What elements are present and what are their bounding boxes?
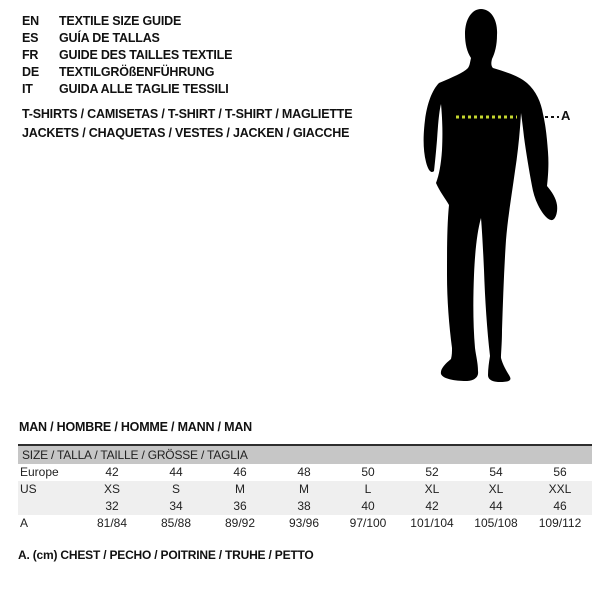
table-cell: XS — [103, 482, 120, 496]
table-cell: XL — [488, 482, 504, 496]
language-label: GUIDE DES TAILLES TEXTILE — [59, 48, 233, 62]
table-cell: 46 — [553, 499, 567, 513]
measurement-footnote: A. (cm) CHEST / PECHO / POITRINE / TRUHE / PETTO — [18, 548, 314, 562]
row-label: A — [20, 516, 29, 530]
table-cell: 56 — [553, 465, 567, 479]
table-cell: 81/84 — [96, 516, 128, 530]
language-list — [22, 13, 232, 98]
language-label: GUIDA ALLE TAGLIE TESSILI — [59, 82, 229, 96]
table-cell: XL — [424, 482, 440, 496]
table-cell: 85/88 — [160, 516, 192, 530]
man-silhouette-icon — [395, 0, 600, 400]
row-label: US — [20, 482, 37, 496]
size-table-header: SIZE / TALLA / TAILLE / GRÖSSE / TAGLIA — [18, 446, 592, 464]
language-row-de — [22, 64, 232, 81]
table-cell: M — [235, 482, 245, 496]
row-label — [18, 498, 80, 515]
table-cell: 52 — [425, 465, 439, 479]
language-code: EN — [22, 14, 39, 28]
table-cell: 32 — [105, 499, 119, 513]
table-cell: 42 — [425, 499, 439, 513]
language-code: ES — [22, 31, 39, 45]
table-cell: 54 — [489, 465, 503, 479]
language-row-es — [22, 30, 232, 47]
table-row — [18, 464, 592, 481]
table-cell: S — [171, 482, 180, 496]
language-row-fr — [22, 47, 232, 64]
table-cell: 105/108 — [474, 516, 518, 530]
table-cell: 48 — [297, 465, 311, 479]
table-cell: 38 — [297, 499, 311, 513]
size-table — [18, 444, 592, 532]
language-code: DE — [22, 65, 39, 79]
table-cell: 44 — [489, 499, 503, 513]
section-title: MAN / HOMBRE / HOMME / MANN / MAN — [19, 420, 252, 434]
category-list — [22, 105, 352, 143]
table-cell: 93/96 — [288, 516, 320, 530]
category-line: T-SHIRTS / CAMISETAS / T-SHIRT / T-SHIRT / MAGLIETTE — [22, 107, 353, 121]
table-cell: 97/100 — [349, 516, 387, 530]
table-cell: 89/92 — [224, 516, 256, 530]
table-cell: 50 — [361, 465, 375, 479]
table-cell: L — [364, 482, 372, 496]
language-row-it — [22, 81, 232, 98]
language-row-en — [22, 13, 232, 30]
table-row — [18, 515, 592, 532]
language-label: GUÍA DE TALLAS — [59, 31, 160, 45]
table-cell: XXL — [548, 482, 572, 496]
table-cell: 40 — [361, 499, 375, 513]
table-cell: 101/104 — [410, 516, 454, 530]
table-row — [18, 498, 592, 515]
table-cell: 109/112 — [538, 516, 582, 530]
table-cell: 42 — [105, 465, 119, 479]
table-cell: 34 — [169, 499, 183, 513]
man-silhouette-figure — [395, 0, 600, 400]
table-cell: M — [299, 482, 309, 496]
table-row — [18, 481, 592, 498]
row-label: Europe — [20, 465, 59, 479]
category-line: JACKETS / CHAQUETAS / VESTES / JACKEN / GIACCHE — [22, 126, 350, 140]
table-cell: 44 — [169, 465, 183, 479]
language-code: FR — [22, 48, 39, 62]
table-cell: 36 — [233, 499, 247, 513]
language-label: TEXTILE SIZE GUIDE — [59, 14, 182, 28]
measurement-label-a: A — [561, 108, 571, 123]
size-table-body — [18, 464, 592, 532]
language-label: TEXTILGRÖßENFÜHRUNG — [59, 65, 215, 79]
language-code: IT — [22, 82, 33, 96]
table-cell: 46 — [233, 465, 247, 479]
